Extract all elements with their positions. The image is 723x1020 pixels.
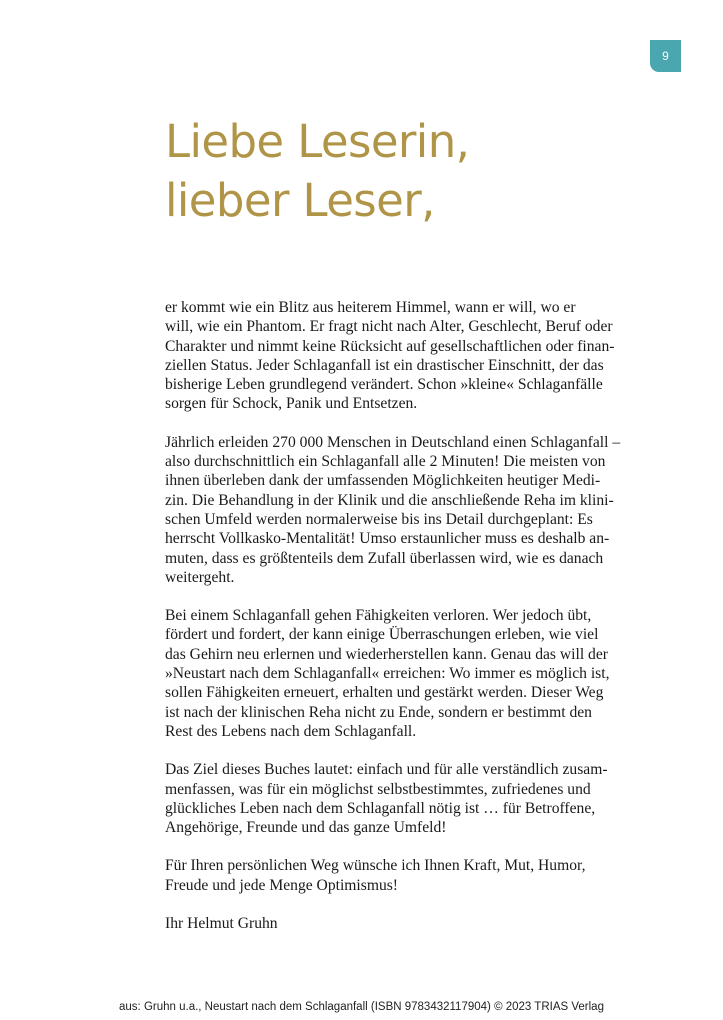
text-line: ihnen überleben dank der umfassenden Möglichkeiten heutiger Medi-	[165, 472, 601, 490]
paragraph-intro	[165, 298, 645, 414]
text-line: herrscht Vollkasko-Mentalität! Umso erstaunlicher muss es deshalb an-	[165, 530, 610, 548]
text-line: ist nach der klinischen Reha nicht zu Ende, sondern er bestimmt den	[165, 703, 592, 721]
text-line: weitergeht.	[165, 568, 235, 586]
page-title	[165, 112, 665, 230]
text-line: glückliches Leben nach dem Schlaganfall nötig ist … für Betroffene,	[165, 799, 596, 817]
text-line: Angehörige, Freunde und das ganze Umfeld!	[165, 819, 447, 837]
text-line: Rest des Lebens nach dem Schlaganfall.	[165, 722, 417, 740]
page-number-badge: 9	[650, 40, 681, 72]
text-line: Jährlich erleiden 270 000 Menschen in Deutschland einen Schlaganfall –	[165, 433, 621, 451]
paragraph-goal	[165, 760, 645, 837]
text-line: sollen Fähigkeiten erneuert, erhalten und gestärkt werden. Dieser Weg	[165, 684, 604, 702]
text-line: bisherige Leben grundlegend verändert. Schon »kleine« Schlaganfälle	[165, 376, 603, 394]
text-line: sorgen für Schock, Panik und Entsetzen.	[165, 395, 418, 413]
paragraph-statistics	[165, 433, 645, 587]
text-line: Charakter und nimmt keine Rücksicht auf gesellschaftlichen oder finan-	[165, 337, 615, 355]
text-line: muten, dass es größtenteils dem Zufall überlassen wird, wie es danach	[165, 549, 604, 567]
text-line: Bei einem Schlaganfall gehen Fähigkeiten verloren. Wer jedoch übt,	[165, 607, 592, 625]
text-line: Ihr Helmut Gruhn	[165, 915, 278, 933]
paragraph-abilities	[165, 606, 645, 741]
text-line: Freude und jede Menge Optimismus!	[165, 876, 399, 894]
text-line: zin. Die Behandlung in der Klinik und die anschließende Reha im klini-	[165, 491, 614, 509]
text-line: er kommt wie ein Blitz aus heiterem Himmel, wann er will, wo er	[165, 299, 576, 316]
source-footer: aus: Gruhn u.a., Neustart nach dem Schlaganfall (ISBN 9783432117904) © 2023 TRIAS Verlag	[119, 1001, 604, 1013]
text-line: »Neustart nach dem Schlaganfall« erreichen: Wo immer es möglich ist,	[165, 665, 610, 683]
text-line: Das Ziel dieses Buches lautet: einfach und für alle verständlich zusam-	[165, 761, 608, 779]
text-line: ziellen Status. Jeder Schlaganfall ist ein drastischer Einschnitt, der das	[165, 356, 604, 374]
text-line: das Gehirn neu erlernen und wiederherstellen kann. Genau das will der	[165, 645, 608, 663]
text-line: Für Ihren persönlichen Weg wünsche ich Ihnen Kraft, Mut, Humor,	[165, 857, 586, 875]
title-line-1: Liebe Leserin,	[165, 115, 470, 168]
signature	[165, 914, 645, 933]
text-line: will, wie ein Phantom. Er fragt nicht nach Alter, Geschlecht, Beruf oder	[165, 318, 613, 336]
text-line: fördert und fordert, der kann einige Überraschungen erleben, wie viel	[165, 626, 599, 644]
title-line-2: lieber Leser,	[165, 174, 435, 227]
letter-body	[165, 298, 645, 933]
paragraph-wishes	[165, 856, 645, 895]
text-line: schen Umfeld werden normalerweise bis ins Detail durchgeplant: Es	[165, 510, 593, 528]
text-line: menfassen, was für ein möglichst selbstbestimmtes, zufriedenes und	[165, 780, 591, 798]
text-line: also durchschnittlich ein Schlaganfall alle 2 Minuten! Die meisten von	[165, 453, 606, 471]
